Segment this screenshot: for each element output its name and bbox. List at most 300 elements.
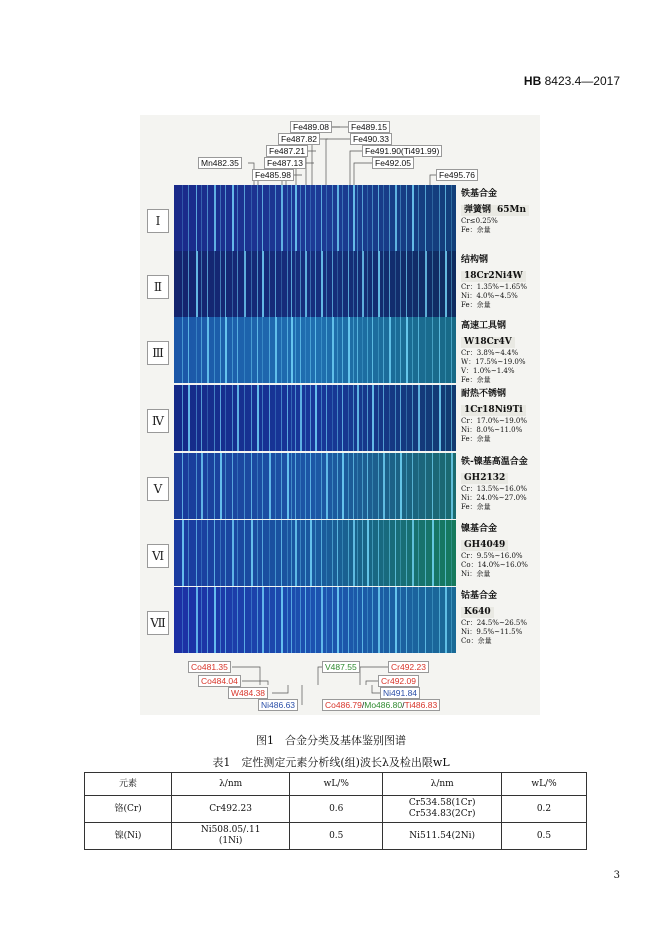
spectral-line <box>305 385 306 451</box>
spectral-line <box>353 385 354 451</box>
spectral-line <box>406 251 407 317</box>
spectral-line <box>400 385 401 451</box>
spectral-line <box>432 385 433 451</box>
spectral-line <box>389 317 391 383</box>
band-roman-numeral: Ⅱ <box>147 275 169 299</box>
spectral-line <box>257 185 258 251</box>
wavelength-label-top: Fe490.33 <box>350 133 392 145</box>
spectrum-figure <box>140 115 540 715</box>
spectral-line <box>395 453 396 519</box>
spectral-line <box>305 251 307 317</box>
spectral-line <box>372 185 373 251</box>
spectral-line <box>400 185 401 251</box>
spectral-line <box>196 251 198 317</box>
band-roman-numeral: Ⅴ <box>147 477 169 501</box>
spectral-line <box>342 185 343 251</box>
spectral-line <box>412 520 414 586</box>
spectral-line <box>251 385 252 451</box>
spectral-line <box>362 251 364 317</box>
spectral-line <box>400 520 401 586</box>
spectral-line <box>378 587 380 653</box>
spectral-line <box>342 587 343 653</box>
spectral-line <box>362 453 363 519</box>
band-roman-numeral: Ⅶ <box>147 611 169 635</box>
spectral-line <box>378 385 379 451</box>
spectral-line <box>220 520 221 586</box>
spectral-line <box>257 317 258 383</box>
spectral-line <box>244 520 245 586</box>
spectral-line <box>201 385 202 451</box>
spectral-line <box>291 587 292 653</box>
spectral-line <box>418 317 419 383</box>
spectral-line <box>275 587 276 653</box>
spectral-line <box>188 385 190 451</box>
spectral-line <box>378 520 379 586</box>
spectral-line <box>348 453 349 519</box>
wavelength-label-top: Fe487.13 <box>264 157 306 169</box>
spectral-line <box>275 317 277 383</box>
band-alloy-info <box>461 321 539 385</box>
spectral-line <box>378 453 379 519</box>
spectral-line <box>389 251 390 317</box>
spectral-line <box>432 317 433 383</box>
spectral-line <box>225 251 226 317</box>
spectral-line <box>207 251 208 317</box>
spectral-line <box>439 587 440 653</box>
alloy-code: W18Cr4V <box>461 337 515 348</box>
spectral-line <box>295 587 296 653</box>
spectral-line <box>425 317 426 383</box>
spectral-line <box>232 520 234 586</box>
spectral-line <box>244 587 245 653</box>
spectral-line <box>332 453 333 519</box>
wavelength-label-top: Fe487.82 <box>278 133 320 145</box>
spectral-line <box>295 453 296 519</box>
spectral-line <box>257 251 258 317</box>
spectral-line <box>362 185 363 251</box>
composition-line: V：1.0%~1.4% <box>461 367 515 375</box>
spectral-line <box>321 185 322 251</box>
spectral-line <box>332 317 334 383</box>
spectral-line <box>357 185 358 251</box>
band-roman-numeral: Ⅵ <box>147 544 169 568</box>
spectral-line <box>262 185 263 251</box>
spectral-line <box>232 317 233 383</box>
alloy-code: 18Cr2Ni4W <box>461 271 526 282</box>
spectral-line <box>439 453 440 519</box>
spectral-line <box>451 185 452 251</box>
spectral-line <box>220 185 221 251</box>
spectral-line <box>300 587 301 653</box>
alloy-code: 1Cr18Ni9Ti <box>461 405 526 416</box>
composition-line: Fe：余量 <box>461 376 491 384</box>
spectral-line <box>225 520 226 586</box>
spectral-line <box>418 453 419 519</box>
spectral-line <box>378 317 379 383</box>
cell-lambda-2-line-1: Cr534.58(1Cr) <box>408 798 476 808</box>
spectral-line <box>326 453 328 519</box>
spectral-line <box>367 385 368 451</box>
spectral-line <box>332 385 333 451</box>
spectral-line <box>182 251 183 317</box>
spectral-line <box>220 453 222 519</box>
spectrum-band <box>174 251 456 317</box>
spectral-line <box>310 587 311 653</box>
spectral-line <box>406 587 407 653</box>
spectral-line <box>451 520 452 586</box>
spectral-line <box>367 185 368 251</box>
cell-element: 铬(Cr) <box>85 796 172 823</box>
header-wl-1: wL/% <box>290 773 383 796</box>
spectral-line <box>275 520 276 586</box>
spectral-line <box>281 251 282 317</box>
spectral-line <box>445 185 446 251</box>
spectral-line <box>300 385 302 451</box>
spectral-line <box>439 185 440 251</box>
spectral-line <box>372 587 373 653</box>
spectral-line <box>378 251 380 317</box>
header-lambda-1: λ/nm <box>172 773 290 796</box>
wavelength-label-top: Fe489.15 <box>348 121 390 133</box>
composition-line: Cr：13.5%~16.0% <box>461 485 528 493</box>
wavelength-label-bottom: Co481.35 <box>188 661 231 673</box>
alloy-type: 镍基合金 <box>461 524 498 534</box>
spectral-line <box>310 453 311 519</box>
cell-lambda-2-line-2: Cr534.83(2Cr) <box>408 809 476 819</box>
wavelength-label-bottom: Cr492.23 <box>388 661 429 673</box>
spectral-line <box>214 520 215 586</box>
spectral-line <box>451 587 452 653</box>
spectral-line <box>332 185 333 251</box>
spectral-line <box>445 453 446 519</box>
spectral-line <box>432 453 433 519</box>
spectral-line <box>310 520 312 586</box>
cell-lambda-1-line-2: (1Ni) <box>218 836 243 846</box>
spectral-line <box>214 453 215 519</box>
spectral-lines <box>174 587 456 653</box>
alloy-type: 铁-镍基高温合金 <box>461 457 528 467</box>
spectral-line <box>188 185 189 251</box>
spectral-line <box>196 520 197 586</box>
spectral-line <box>337 587 339 653</box>
spectral-line <box>220 317 221 383</box>
spectral-line <box>207 587 208 653</box>
spectral-line <box>220 251 221 317</box>
spectral-line <box>383 520 384 586</box>
spectral-lines <box>174 185 456 251</box>
spectral-line <box>251 520 253 586</box>
spectral-line <box>287 385 288 451</box>
band-roman-numeral: Ⅰ <box>147 209 169 233</box>
header-wl-2: wL/% <box>502 773 587 796</box>
spectral-line <box>315 317 316 383</box>
spectral-line <box>315 385 317 451</box>
spectral-line <box>214 251 215 317</box>
spectral-lines <box>174 453 456 519</box>
page-number: 3 <box>613 870 620 881</box>
spectral-line <box>244 385 245 451</box>
wavelength-label-top: Fe491.90(Ti491.99) <box>362 145 442 157</box>
spectral-line <box>372 520 373 586</box>
spectral-lines <box>174 520 456 586</box>
wavelength-label-top: Fe492.05 <box>372 157 414 169</box>
spectral-line <box>237 520 238 586</box>
composition-line: Ni：9.5%~11.5% <box>461 628 523 636</box>
wavelength-label-top: Fe495.76 <box>436 169 478 181</box>
spectral-line <box>353 185 355 251</box>
spectral-line <box>342 385 343 451</box>
spectral-line <box>451 251 452 317</box>
band-alloy-info <box>461 457 539 512</box>
composition-line: W：17.5%~19.0% <box>461 358 526 366</box>
spectral-line <box>378 185 379 251</box>
band-alloy-info <box>461 389 539 444</box>
spectral-line <box>348 385 349 451</box>
cell-lambda-2: Ni511.54(2Ni) <box>383 823 502 850</box>
spectral-line <box>237 453 238 519</box>
band-roman-numeral: Ⅳ <box>147 409 169 433</box>
combo-part-mo: Mo486.80 <box>364 700 403 710</box>
cell-lambda-1: Cr492.23 <box>172 796 290 823</box>
spectral-line <box>269 520 270 586</box>
composition-line: Fe：余量 <box>461 226 491 234</box>
wavelength-label-top: Fe485.98 <box>252 169 294 181</box>
spectral-line <box>406 385 407 451</box>
spectral-line <box>281 520 282 586</box>
spectral-line <box>326 317 327 383</box>
cell-lambda-2 <box>383 796 502 823</box>
spectral-line <box>291 317 293 383</box>
alloy-type: 铁基合金 <box>461 189 498 199</box>
spectral-line <box>188 587 189 653</box>
spectral-line <box>300 520 301 586</box>
spectral-line <box>214 385 215 451</box>
spectral-line <box>188 520 189 586</box>
alloy-code: K640 <box>461 607 494 618</box>
spectral-line <box>251 251 252 317</box>
spectral-line <box>201 185 202 251</box>
spectral-line <box>439 251 440 317</box>
header-element: 元素 <box>85 773 172 796</box>
cell-element: 镍(Ni) <box>85 823 172 850</box>
spectral-line <box>225 185 226 251</box>
spectral-line <box>357 453 358 519</box>
spectral-line <box>337 520 338 586</box>
spectral-line <box>321 317 322 383</box>
spectral-line <box>348 587 349 653</box>
spectral-line <box>439 520 440 586</box>
spectral-line <box>207 453 208 519</box>
spectral-line <box>291 251 292 317</box>
spectral-line <box>406 185 407 251</box>
spectral-line <box>353 520 355 586</box>
spectral-line <box>207 520 208 586</box>
composition-line: Co：14.0%~16.0% <box>461 561 528 569</box>
cell-lambda-1-line-1: Ni508.05/.11 <box>200 825 261 835</box>
spectral-line <box>262 385 263 451</box>
spectral-line <box>432 587 433 653</box>
spectral-line <box>269 317 270 383</box>
spectral-line <box>367 520 369 586</box>
spectral-line <box>182 185 183 251</box>
spectral-line <box>225 385 226 451</box>
spectral-line <box>406 317 408 383</box>
spectral-line <box>244 317 245 383</box>
spectral-line <box>232 453 233 519</box>
leader-line <box>272 685 288 693</box>
spectral-line <box>300 317 301 383</box>
spectral-line <box>237 317 238 383</box>
alloy-code: GH2132 <box>461 473 508 484</box>
spectral-line <box>291 520 292 586</box>
spectral-line <box>348 317 350 383</box>
spectral-line <box>389 520 390 586</box>
spectral-line <box>357 587 358 653</box>
spectral-line <box>201 251 202 317</box>
spectral-line <box>353 317 354 383</box>
header-lambda-2: λ/nm <box>383 773 502 796</box>
spectral-line <box>300 185 301 251</box>
spectral-line <box>353 251 354 317</box>
spectral-line <box>425 587 426 653</box>
spectral-line <box>372 385 374 451</box>
spectral-line <box>315 587 316 653</box>
spectral-line <box>357 251 358 317</box>
spectral-line <box>412 251 413 317</box>
spectral-line <box>310 251 311 317</box>
composition-line: Co：余量 <box>461 637 492 645</box>
spectral-line <box>315 251 316 317</box>
spectral-line <box>305 520 306 586</box>
wavelength-label-bottom: V487.55 <box>322 661 360 673</box>
spectral-line <box>237 385 239 451</box>
spectral-line <box>321 587 323 653</box>
table-header-row <box>85 773 587 796</box>
table-caption: 表1 定性测定元素分析线(组)波长λ及检出限wL <box>212 756 450 769</box>
cell-wl-2: 0.2 <box>502 796 587 823</box>
spectral-line <box>214 587 216 653</box>
spectral-line <box>262 251 264 317</box>
spectral-line <box>332 587 333 653</box>
spectral-line <box>383 251 384 317</box>
spectral-line <box>425 520 426 586</box>
spectral-line <box>225 453 226 519</box>
spectral-line <box>362 317 363 383</box>
spectral-line <box>321 453 322 519</box>
spectral-line <box>389 185 390 251</box>
spectral-line <box>400 317 401 383</box>
spectrum-band <box>174 520 456 586</box>
spectral-line <box>214 317 215 383</box>
spectral-lines <box>174 385 456 451</box>
spectral-line <box>287 185 288 251</box>
wavelength-label-top: Fe487.21 <box>266 145 308 157</box>
table-row <box>85 796 587 823</box>
spectral-line <box>305 587 306 653</box>
figure-caption: 图1 合金分类及基体鉴别图谱 <box>256 734 406 747</box>
wavelength-label-bottom: Ni486.63 <box>258 699 298 711</box>
band-alloy-info <box>461 591 539 646</box>
combo-part-sep2: / <box>402 700 405 710</box>
table-row <box>85 823 587 850</box>
spectral-line <box>362 520 363 586</box>
band-roman-numeral: Ⅲ <box>147 341 169 365</box>
spectral-line <box>337 317 338 383</box>
cell-wl-1: 0.6 <box>290 796 383 823</box>
leader-line <box>326 139 350 185</box>
spectral-line <box>367 251 368 317</box>
alloy-type: 钴基合金 <box>461 591 498 601</box>
spectrum-band <box>174 185 456 251</box>
spectral-line <box>295 520 297 586</box>
spectral-line <box>406 453 407 519</box>
spectral-line <box>275 251 276 317</box>
spectral-line <box>348 520 349 586</box>
spectral-line <box>182 520 184 586</box>
spectral-line <box>372 453 373 519</box>
spectral-line <box>220 587 221 653</box>
alloy-code: GH4049 <box>461 540 508 551</box>
spectral-line <box>287 251 288 317</box>
spectral-line <box>295 385 296 451</box>
spectral-line <box>445 587 447 653</box>
spectral-line <box>418 587 419 653</box>
composition-line: Ni：8.0%~11.0% <box>461 426 523 434</box>
spectral-line <box>332 251 333 317</box>
composition-line: Cr：1.35%~1.65% <box>461 283 528 291</box>
spectral-line <box>182 453 183 519</box>
alloy-grade: 弹簧钢 <box>461 205 494 216</box>
spectral-line <box>262 317 263 383</box>
spectral-line <box>315 185 316 251</box>
spectral-line <box>310 385 311 451</box>
spectrum-band <box>174 587 456 653</box>
spectral-line <box>262 587 264 653</box>
spectral-line <box>357 385 359 451</box>
wavelength-label-top: Fe489.08 <box>290 121 332 133</box>
cell-lambda-1 <box>172 823 290 850</box>
spectral-line <box>214 185 216 251</box>
spectral-line <box>451 385 452 451</box>
spectral-line <box>196 385 197 451</box>
spectral-line <box>362 587 363 653</box>
spectral-line <box>362 385 363 451</box>
spectral-line <box>287 587 288 653</box>
spectral-line <box>445 317 446 383</box>
standard-code: HB <box>523 74 542 88</box>
composition-line: Fe：余量 <box>461 503 491 511</box>
combo-part-ti: Ti486.83 <box>404 700 438 710</box>
spectral-line <box>395 587 397 653</box>
spectral-line <box>389 385 390 451</box>
alloy-code: 65Mn <box>494 205 529 216</box>
spectral-line <box>451 453 453 519</box>
spectral-line <box>372 317 373 383</box>
spectral-line <box>251 185 252 251</box>
spectral-line <box>315 453 316 519</box>
spectral-line <box>269 587 270 653</box>
spectral-line <box>418 251 419 317</box>
spectral-line <box>357 520 358 586</box>
spectral-line <box>295 251 296 317</box>
spectral-line <box>321 385 322 451</box>
spectral-line <box>291 185 292 251</box>
spectral-line <box>326 385 327 451</box>
spectral-lines <box>174 251 456 317</box>
spectral-line <box>232 251 233 317</box>
spectral-line <box>244 453 245 519</box>
spectral-line <box>439 317 440 383</box>
